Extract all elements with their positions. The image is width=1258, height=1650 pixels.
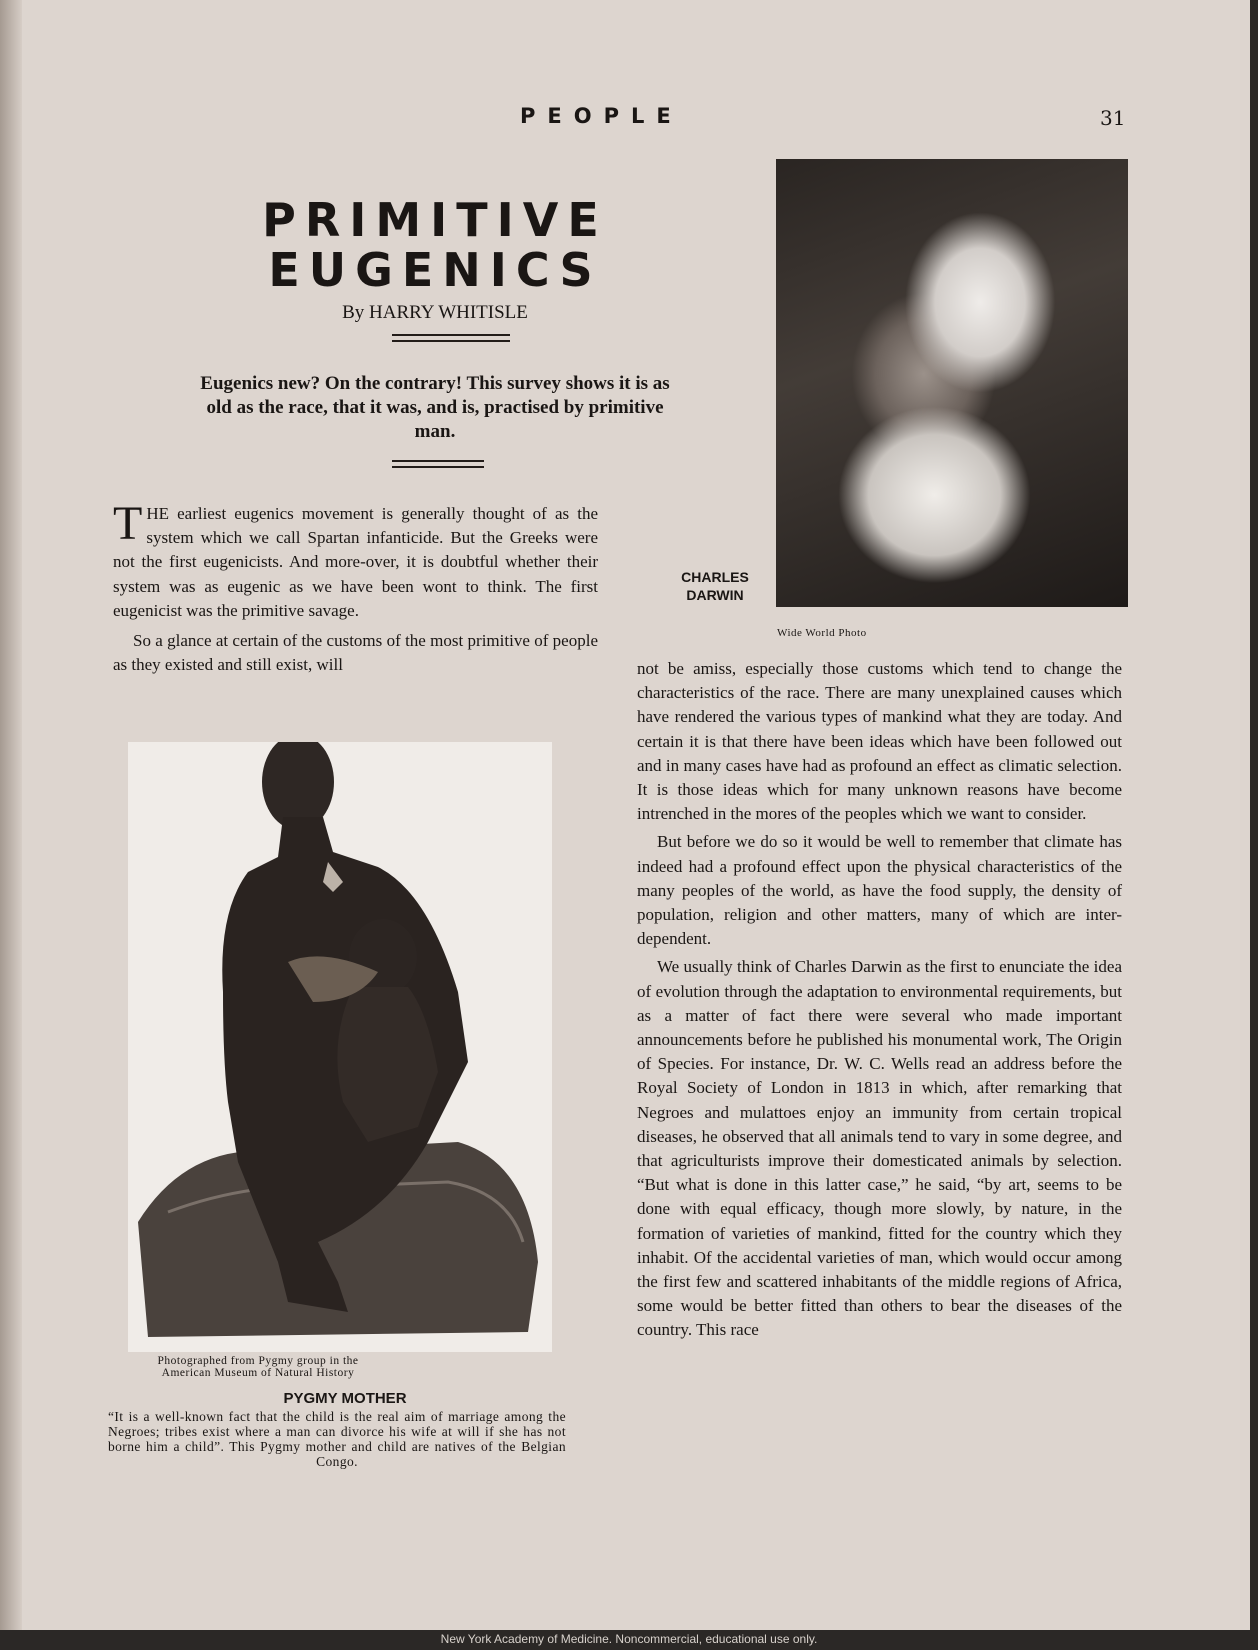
darwin-photo-credit: Wide World Photo: [777, 627, 867, 639]
divider-rule: [392, 334, 510, 342]
paragraph: But before we do so it would be well to remember that climate has indeed had a profound effect upon the physical characteristics of the many peoples of the world, as have the food supply, the density of population, religion and other matters, many of which are inter-dependent.: [637, 832, 1122, 949]
pygmy-figure-illustration: [128, 742, 552, 1352]
left-column: [113, 497, 598, 677]
right-column: [637, 657, 1122, 1343]
darwin-caption: CHARLES DARWIN: [681, 569, 749, 603]
pygmy-mother-photo: [128, 742, 552, 1352]
section-header: PEOPLE: [520, 104, 683, 128]
page-spine: [0, 0, 22, 1630]
pygmy-photo-credit: Photographed from Pygmy group in the American Museum of Natural History: [157, 1355, 359, 1379]
paragraph: not be amiss, especially those customs which tend to change the characteristics of the race. There are many unexplained causes which have rendered the various types of mankind what they are today. And certain it is that there have been ideas which have been followed out and in many cases have had as profound an effect as climatic selection. It is those ideas which for many unknown reasons have become intrenched in the mores of the peoples which we want to consider.: [637, 659, 1122, 824]
archive-footer: New York Academy of Medicine. Noncommercial, educational use only.: [440, 1632, 818, 1646]
pygmy-photo-title: PYGMY MOTHER: [283, 1390, 407, 1407]
paragraph: So a glance at certain of the customs of the most primitive of people as they existed and still exist, will: [113, 631, 598, 675]
title-line-1: PRIMITIVE: [262, 193, 608, 247]
charles-darwin-photo: [776, 159, 1128, 607]
article-title: [210, 195, 660, 295]
byline: By HARRY WHITISLE: [342, 302, 528, 323]
paragraph: THE earliest eugenics movement is generally thought of as the system which we call Spartan infanticide. But the Greeks were not the first eugenicists. And more-over, it is doubtful whether their system was as eugenic as we have been wont to think. The first eugenicist was the primitive savage.: [113, 497, 598, 620]
page-number: 31: [1100, 106, 1126, 130]
article-subhead: Eugenics new? On the contrary! This survey shows it is as old as the race, that it was, and is, practised by primitive man.: [200, 373, 670, 442]
title-line-2: EUGENICS: [268, 243, 602, 297]
paragraph: We usually think of Charles Darwin as the first to enunciate the idea of evolution through the adaptation to environmental requirements, but as a matter of fact there were several who made important announcements before he published his monumental work, The Origin of Species. For instance, Dr. W. C. Wells read an address before the Royal Society of London in 1813 in which, after remarking that Negroes and mulattoes enjoy an immunity from certain tropical diseases, he observed that all animals tend to vary in some degree, and that agriculturists improve their domesticated animals by selection. “But what is done in this latter case,” he said, “by art, seems to be done with equal efficacy, though more slowly, by nature, in the formation of varieties of mankind, fitted for the country which they inhabit. Of the accidental varieties of man, which would occur among the first few and scattered inhabitants of the middle regions of Africa, some would be better fitted than others to bear the diseases of the country. This race: [637, 957, 1122, 1340]
drop-cap: T: [113, 497, 143, 550]
divider-rule: [392, 460, 484, 468]
pygmy-photo-caption: “It is a well-known fact that the child is the real aim of marriage among the Negroes; tribes exist where a man can divorce his wife at will if she has not borne him a child”. This Pygmy mother and child are natives of the Belgian Congo.: [108, 1409, 566, 1469]
